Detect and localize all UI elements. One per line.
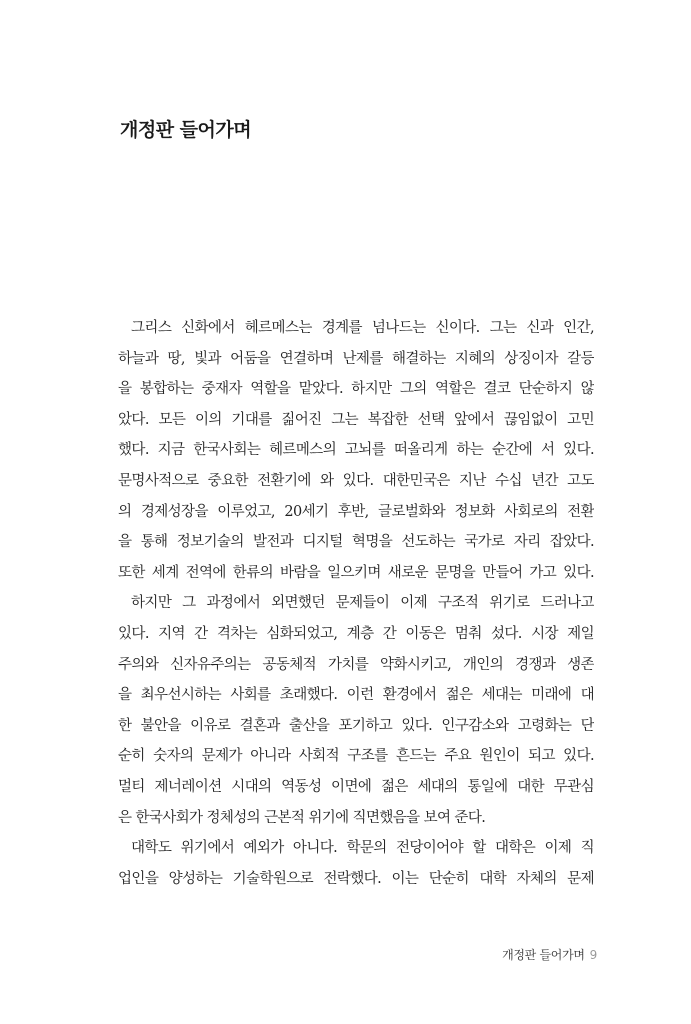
text-line: 은 한국사회가 정체성의 근본적 위기에 직면했음을 보여 준다. <box>118 809 486 826</box>
text-line: 문명사적으로 중요한 전환기에 와 있다. 대한민국은 지난 수십 년간 고도 <box>118 472 594 489</box>
running-footer <box>502 946 597 963</box>
text-line: 멀티 제너레이션 시대의 역동성 이면에 젊은 세대의 통일에 대한 무관심 <box>118 778 594 795</box>
text-line: 그리스 신화에서 헤르메스는 경계를 넘나드는 신이다. 그는 신과 인간, <box>131 320 594 336</box>
text-line: 을 통해 정보기술의 발전과 디지털 혁명을 선도하는 국가로 자리 잡았다. <box>118 534 594 551</box>
running-title: 개정판 들어가며 <box>502 948 585 962</box>
text-line: 하늘과 땅, 빛과 어둠을 연결하며 난제를 해결하는 지혜의 상징이자 갈등 <box>118 350 594 367</box>
page-number: 9 <box>589 948 597 962</box>
body-text <box>118 313 594 894</box>
text-line: 있다. 지역 간 격차는 심화되었고, 계층 간 이동은 멈춰 섰다. 시장 제일 <box>118 625 594 642</box>
text-line: 대학도 위기에서 예외가 아니다. 학문의 전당이어야 할 대학은 이제 직 <box>131 840 594 857</box>
text-line: 했다. 지금 한국사회는 헤르메스의 고뇌를 떠올리게 하는 순간에 서 있다. <box>118 442 594 459</box>
text-line: 았다. 모든 이의 기대를 짊어진 그는 복잡한 선택 앞에서 끊임없이 고민 <box>118 411 594 428</box>
text-line: 하지만 그 과정에서 외면했던 문제들이 이제 구조적 위기로 드러나고 <box>131 595 594 612</box>
text-line: 주의와 신자유주의는 공동체적 가치를 약화시키고, 개인의 경쟁과 생존 <box>118 656 594 673</box>
text-line: 순히 숫자의 문제가 아니라 사회적 구조를 흔드는 주요 원인이 되고 있다. <box>118 748 594 765</box>
text-line: 업인을 양성하는 기술학원으로 전락했다. 이는 단순히 대학 자체의 문제 <box>118 870 594 887</box>
text-line: 또한 세계 전역에 한류의 바람을 일으키며 새로운 문명을 만들어 가고 있다. <box>118 564 594 581</box>
text-line: 을 봉합하는 중재자 역할을 맡았다. 하지만 그의 역할은 결코 단순하지 않 <box>118 381 594 398</box>
page-title: 개정판 들어가며 <box>120 119 252 141</box>
text-line: 을 최우선시하는 사회를 초래했다. 이런 환경에서 젊은 세대는 미래에 대 <box>118 687 594 704</box>
text-line: 의 경제성장을 이루었고, 20세기 후반, 글로벌화와 정보화 사회로의 전환 <box>118 503 594 520</box>
text-line: 한 불안을 이유로 결혼과 출산을 포기하고 있다. 인구감소와 고령화는 단 <box>118 717 594 734</box>
